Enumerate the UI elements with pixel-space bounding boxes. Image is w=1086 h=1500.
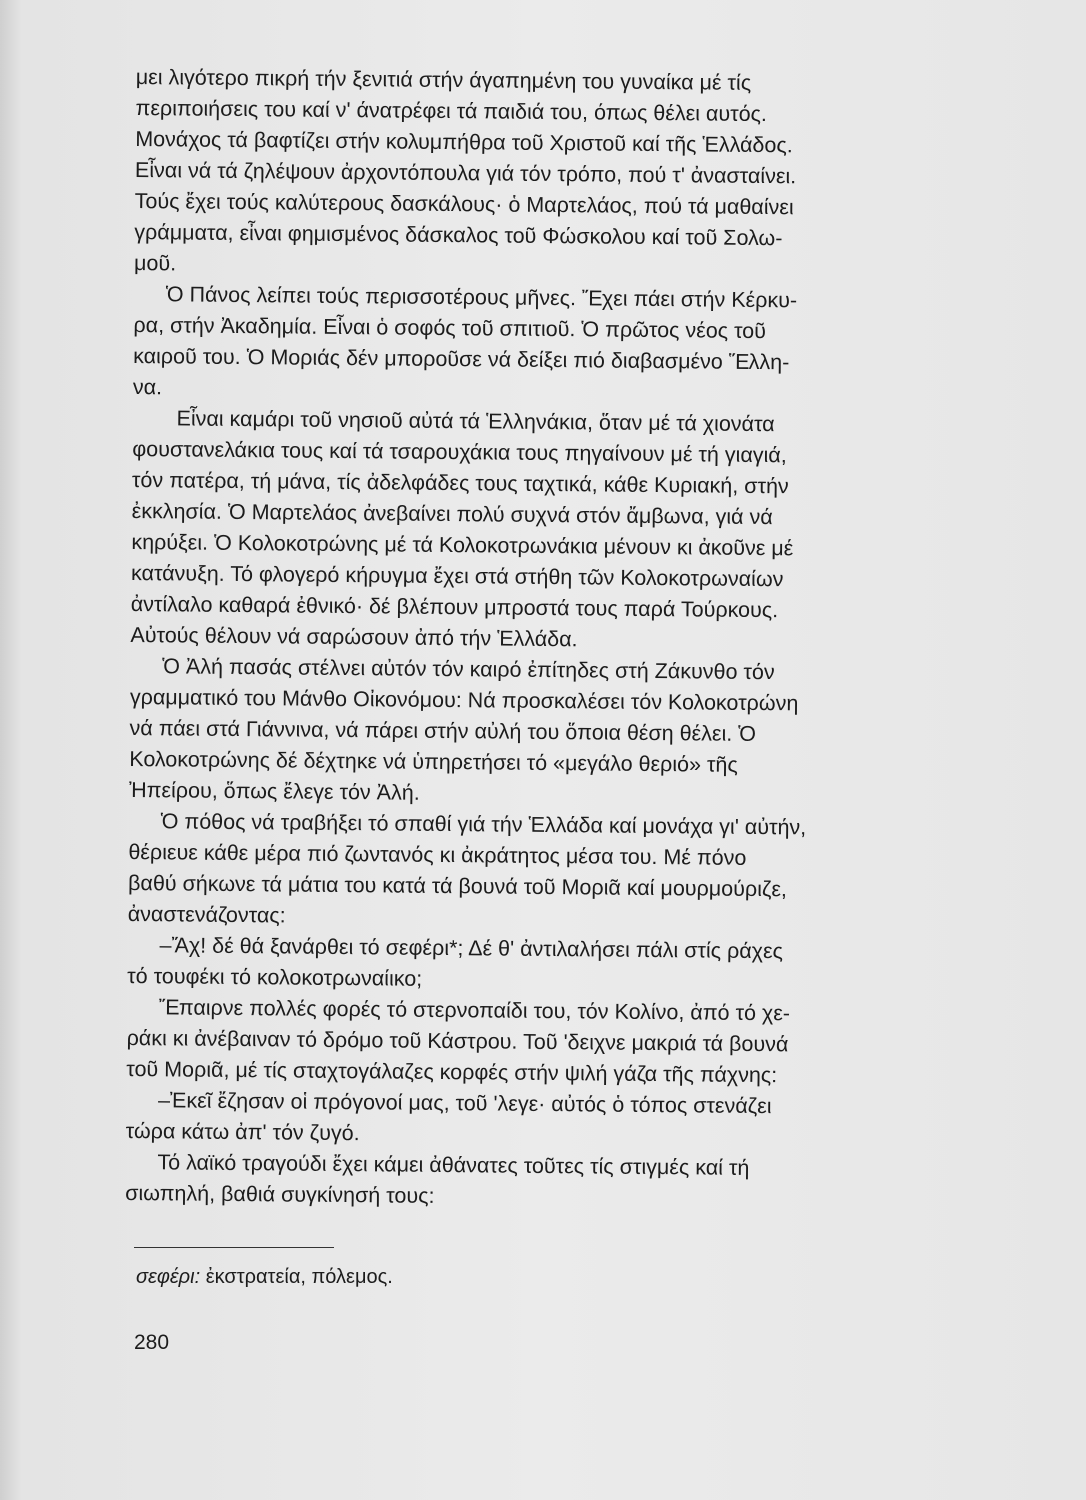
text-line: Ὁ πόθος νά τραβήξει τό σπαθί γιά τήν Ἑλλάδα καί μονάχα γι' αὐτήν, (160, 809, 807, 840)
text-line: Εἶναι καμάρι τοῦ νησιοῦ αὐτά τά Ἑλληνάκια, ὅταν μέ τά χιονάτα (176, 406, 775, 437)
text-line: Τό λαϊκό τραγούδι ἔχει κάμει ἀθάνατες τοῦτες τίς στιγμές καί τή (157, 1150, 750, 1180)
text-line: τόν πατέρα, τή μάνα, τίς ἀδελφάδες τους ταχτικά, κάθε Κυριακή, στήν (131, 467, 789, 499)
text-line: κατάνυξη. Τό φλογερό κήρυγμα ἔχει στά στήθη τῶν Κολοκοτρωναίων (130, 560, 784, 592)
footnote-rule (134, 1247, 334, 1248)
text-line: νά πάει στά Γιάννινα, νά πάρει στήν αὐλή του ὅποια θέση θέλει. Ὁ (129, 715, 757, 746)
text-line: τοῦ Μοριᾶ, μέ τίς σταχτογάλαζες κορφές στήν ψιλή γάζα τῆς πάχνης: (126, 1056, 778, 1088)
text-line: Ἔπαιρνε πολλές φορές τό στερνοπαίδι του, τόν Κολίνο, ἀπό τό χε- (158, 995, 791, 1026)
text-line: ράκι κι ἀνέβαιναν τό δρόμο τοῦ Κάστρου. Τοῦ 'δειχνε μακριά τά βουνά (126, 1025, 789, 1057)
text-line: Τούς ἔχει τούς καλύτερους δασκάλους· ὁ Μαρτελάος, πού τά μαθαίνει (134, 188, 794, 220)
text-line: σιωπηλή, βαθιά συγκίνησή τους: (125, 1180, 435, 1208)
text-line: ρα, στήν Ἀκαδημία. Εἶναι ὁ σοφός τοῦ σπιτιοῦ. Ὁ πρῶτος νέος τοῦ (133, 312, 767, 344)
text-line: κηρύξει. Ὁ Κολοκοτρώνης μέ τά Κολοκοτρωνάκια μένουν κι ἀκοῦνε μέ (131, 529, 794, 561)
text-line: Ὁ Πάνος λείπει τούς περισσοτέρους μῆνες. Ἔχει πάει στήν Κέρκυ- (165, 282, 798, 313)
text-line: βαθύ σήκωνε τά μάτια του κατά τά βουνά τοῦ Μοριᾶ καί μουρμούριζε, (128, 870, 788, 902)
text-line: Ἠπείρου, ὅπως ἔλεγε τόν Ἀλή. (128, 777, 420, 805)
text-line: Κολοκοτρώνης δέ δέχτηκε νά ὑπηρετήσει τό «μεγάλο θεριό» τῆς (129, 746, 738, 777)
text-line: Αὐτούς θέλουν νά σαρώσουν ἀπό τήν Ἑλλάδα. (130, 622, 578, 652)
text-line: να. (132, 374, 163, 400)
footnote (136, 1264, 393, 1290)
text-line: –Ἐκεῖ ἔζησαν οἱ πρόγονοί μας, τοῦ 'λεγε· αὐτός ὁ τόπος στενάζει (157, 1088, 772, 1119)
text-line: φουστανελάκια τους καί τά τσαρουχάκια τους πηγαίνουν μέ τή γιαγιά, (132, 436, 787, 468)
text-line: μοῦ. (133, 250, 177, 276)
text-line: Εἶναι νά τά ζηλέψουν ἀρχοντόπουλα γιά τόν τρόπο, πού τ' ἀνασταίνει. (134, 157, 797, 189)
text-line: ἐκκλησία. Ὁ Μαρτελάος ἀνεβαίνει πολύ συχνά στόν ἄμβωνα, γιά νά (131, 498, 773, 530)
text-line: καιροῦ του. Ὁ Μοριάς δέν μποροῦσε νά δείξει πιό διαβασμένο Ἕλλη- (133, 343, 790, 375)
page-number: 280 (134, 1331, 170, 1354)
text-line: τώρα κάτω ἀπ' τόν ζυγό. (125, 1118, 360, 1146)
text-line: Ὁ Ἀλή πασάς στέλνει αὐτόν τόν καιρό ἐπίτηδες στή Ζάκυνθο τόν (162, 654, 775, 685)
text-line: γραμματικό του Μάνθο Οἰκονόμου: Νά προσκαλέσει τόν Κολοκοτρώνη (129, 684, 799, 716)
text-line: ἀναστενάζοντας: (127, 901, 286, 928)
body-text (125, 62, 966, 1217)
footnote-term: σεφέρι: (136, 1266, 201, 1288)
text-line: μει λιγότερο πικρή τήν ξενιτιά στήν άγαπημένη του γυναίκα μέ τίς (135, 64, 752, 95)
text-line: Μονάχος τά βαφτίζει στήν κολυμπήθρα τοῦ Χριστοῦ καί τῆς Ἑλλάδος. (135, 126, 793, 158)
text-line: περιποιήσεις του καί ν' άνατρέφει τά παιδιά του, όπως θέλει αυτός. (135, 95, 768, 127)
text-line: –Ἄχ! δέ θά ξανάρθει τό σεφέρι*; Δέ θ' ἀντιλαλήσει πάλι στίς ράχες (159, 933, 784, 964)
text-line: τό τουφέκι τό κολοκοτρωναίικο; (127, 963, 423, 991)
text-line: θέριευε κάθε μέρα πιό ζωντανός κι ἀκράτητος μέσα του. Μέ πόνο (128, 839, 747, 870)
text-line: γράμματα, εἶναι φημισμένος δάσκαλος τοῦ Φώσκολου καί τοῦ Σολω- (134, 219, 783, 251)
text-line: ἀντίλαλο καθαρά ἐθνικό· δέ βλέπουν μπροστά τους παρά Τούρκους. (130, 591, 779, 623)
footnote-definition: ἐκστρατεία, πόλεμος. (200, 1266, 393, 1288)
